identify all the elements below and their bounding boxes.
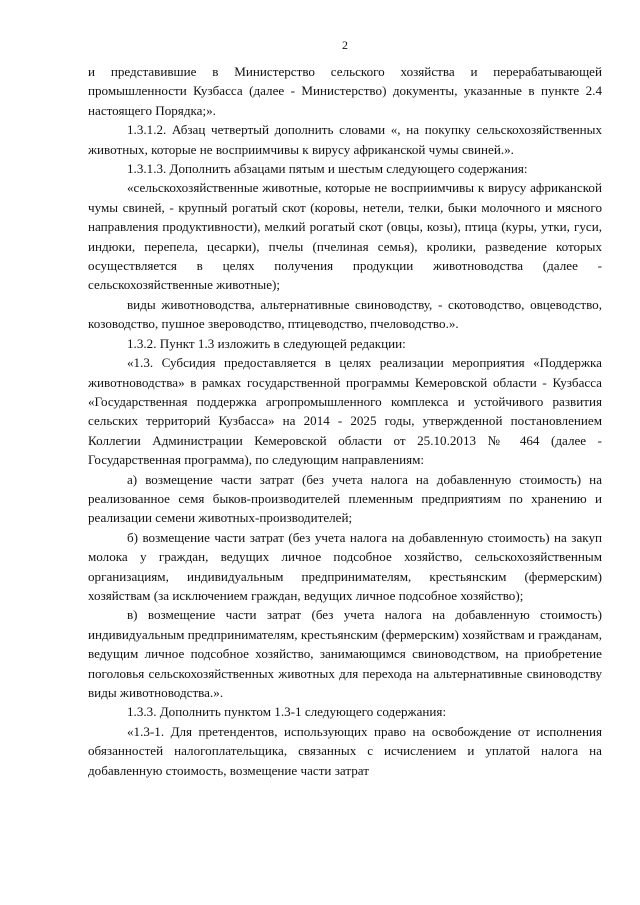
document-body — [88, 62, 602, 780]
paragraph: 1.3.1.3. Дополнить абзацами пятым и шестым следующего содержания: — [127, 161, 528, 177]
paragraph: 1.3.1.2. Абзац четвертый дополнить словами «, на покупку сельскохозяйственных животных, которые не восприимчивы к вирусу африканской чумы свиней.». — [88, 122, 602, 157]
paragraph: виды животноводства, альтернативные свиноводству, - скотоводство, овцеводство, козоводство, пушное звероводство, птицеводство, пчеловодство.». — [88, 296, 602, 332]
paragraph: «1.3-1. Для претендентов, использующих право на освобождение от исполнения обязанностей налогоплательщика, связанных с исчислением и уплатой налога на добавленную стоимость, возмещение части затрат — [88, 723, 602, 778]
page-number: 2 — [342, 38, 348, 52]
paragraph: 1.3.3. Дополнить пунктом 1.3-1 следующего содержания: — [127, 704, 447, 720]
paragraph: «1.3. Субсидия предоставляется в целях реализации мероприятия «Поддержка животноводства» в рамках государственной программы Кемеровской области - Кузбасса «Государственная поддержка агропромышленного комплекса и устойчивого развития сельских территорий Кузбасса» на 2014 - 2025 годы, утвержденной постановлением Коллегии Администрации Кемеровской области от 25.10.2013 № 464 (далее - Государственная программа), по следующим направлениям: — [88, 355, 602, 468]
paragraph: 1.3.2. Пункт 1.3 изложить в следующей редакции: — [127, 335, 406, 351]
paragraph: а) возмещение части затрат (без учета налога на добавленную стоимость) на реализованное семя быков-производителей племенным предприятиям по хранению и реализации семени животных-производителей; — [88, 471, 602, 526]
paragraph: и представившие в Министерство сельского хозяйства и перерабатывающей промышленности Кузбасса (далее - Министерство) документы, указанные в пункте 2.4 настоящего Порядка;». — [88, 64, 602, 118]
paragraph: б) возмещение части затрат (без учета налога на добавленную стоимость) на закуп молока у граждан, ведущих личное подсобное хозяйство, сельскохозяйственным организациям, индивидуальным предпринимателям, крестьянским (фермерским) хозяйствам (за исключением граждан, ведущих личное подсобное хозяйство); — [88, 529, 602, 603]
paragraph: в) возмещение части затрат (без учета налога на добавленную стоимость) индивидуальным предпринимателям, крестьянским (фермерским) хозяйствам и гражданам, ведущим личное подсобное хозяйство, занимающимся свиноводством, на приобретение поголовья сельскохозяйственных животных для перехода на альтернативные свиноводству виды животноводства.». — [88, 607, 602, 700]
paragraph: «сельскохозяйственные животные, которые не восприимчивы к вирусу африканской чумы свиней, - крупный рогатый скот (коровы, нетели, телки, быки молочного и мясного направления продуктивности), мелкий рогатый скот (овцы, козы), птица (куры, утки, гуси, индюки, перепела, цесарки), пчелы (пчелиная семья), кролики, разведение которых осуществляется в целях получения продукции животноводства (далее - сельскохозяйственные животные); — [88, 180, 602, 293]
